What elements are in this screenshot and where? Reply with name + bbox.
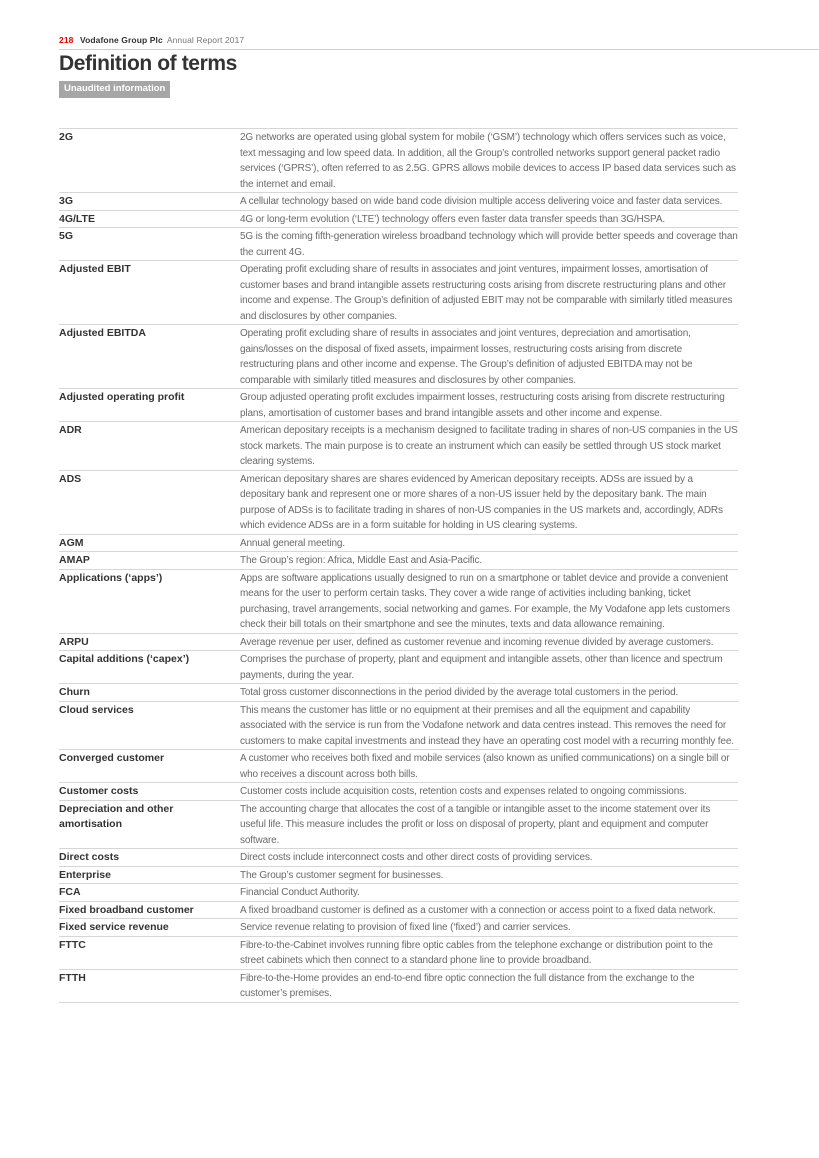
glossary-row <box>59 749 738 782</box>
glossary-row <box>59 883 738 901</box>
glossary-term: AMAP <box>59 554 90 566</box>
glossary-definition: 2G networks are operated using global system for mobile (‘GSM’) technology which offers services such as voice, text messaging and low speed data. In addition, all the Group’s controlled networks support general packet radio services (‘GPRS’), often referred to as 2.5G. GPRS allows mobile devices to access IP based data services such as the internet and email. <box>240 132 736 190</box>
glossary-row <box>59 848 738 866</box>
glossary-row <box>59 324 738 388</box>
glossary-definition: The Group’s customer segment for businesses. <box>240 869 444 881</box>
glossary-term: Applications (‘apps’) <box>59 571 163 584</box>
glossary-row <box>59 551 738 569</box>
glossary-definition: Fibre-to-the-Cabinet involves running fibre optic cables from the telephone exchange or distribution point to the street cabinets which then connect to a standard phone line to provide broadband. <box>240 939 713 966</box>
glossary-term: 4G/LTE <box>59 212 95 225</box>
glossary-term: ADR <box>59 424 82 436</box>
glossary-term: FTTC <box>59 938 86 951</box>
glossary-definition: Operating profit excluding share of results in associates and joint ventures, depreciation and amortisation, gains/losses on the disposal of fixed assets, impairment losses, restructuring costs arising from discrete restructuring plans and other income and expense. The Group’s definition of adjusted EBITDA may not be comparable with similarly titled measures and disclosures by other companies. <box>240 328 693 386</box>
glossary-term: Capital additions (‘capex’) <box>59 653 190 665</box>
glossary-definition: A fixed broadband customer is defined as a customer with a connection or access point to a fixed data network. <box>240 904 716 916</box>
glossary-row <box>59 470 738 534</box>
glossary-term: ARPU <box>59 635 89 648</box>
glossary-row <box>59 192 738 210</box>
glossary-term: AGM <box>59 536 84 549</box>
glossary-definition: Comprises the purchase of property, plant and equipment and intangible assets, other than licence and spectrum payments, during the year. <box>240 654 723 681</box>
glossary-term: Enterprise <box>59 868 111 881</box>
glossary-row <box>59 388 738 421</box>
report-name: Annual Report 2017 <box>166 35 245 45</box>
glossary-term: 3G <box>59 195 74 207</box>
glossary-term: FCA <box>59 886 81 898</box>
glossary-definition: 5G is the coming fifth-generation wireless broadband technology which will provide better speeds and coverage than the current 4G. <box>240 231 738 258</box>
glossary-row <box>59 701 738 750</box>
glossary-term: Fixed service revenue <box>59 921 169 933</box>
glossary-row <box>59 918 738 936</box>
glossary-row <box>59 421 738 470</box>
glossary-term: 2G <box>59 131 74 143</box>
glossary-term: Converged customer <box>59 752 165 764</box>
glossary-row <box>59 782 738 800</box>
running-header <box>59 35 244 45</box>
glossary-table <box>59 128 738 1003</box>
glossary-definition: This means the customer has little or no equipment at their premises and all the equipment and capability associated with the service is run from the Vodafone network and data centres instead. This removes the need for customers to make capital investments and instead they have an operating cost model with a recurring monthly fee. <box>240 704 734 747</box>
glossary-row <box>59 569 738 633</box>
glossary-definition: Financial Conduct Authority. <box>240 887 360 898</box>
glossary-term: Direct costs <box>59 851 120 863</box>
glossary-term: Customer costs <box>59 785 139 797</box>
glossary-row <box>59 128 738 192</box>
unaudited-badge: Unaudited information <box>59 81 170 98</box>
glossary-definition: Group adjusted operating profit excludes impairment losses, restructuring costs arising from discrete restructuring plans, amortisation of customer bases and brand intangible assets and other income and expense. <box>240 392 725 419</box>
glossary-definition: Operating profit excluding share of results in associates and joint ventures, impairment losses, amortisation of customer bases and brand intangible assets restructuring costs arising from discrete restructuring plans and other income and expense. The Group’s definition of adjusted EBIT may not be comparable with similarly titled measures and disclosures by other companies. <box>240 264 733 322</box>
glossary-definition: Average revenue per user, defined as customer revenue and incoming revenue divided by average customers. <box>240 636 714 648</box>
glossary-row <box>59 227 738 260</box>
glossary-definition: The accounting charge that allocates the cost of a tangible or intangible asset to the income statement over its useful life. This measure includes the profit or loss on disposal of property, plant and equipment and computer software. <box>240 803 711 846</box>
glossary-definition: A customer who receives both fixed and mobile services (also known as unified communications) on a single bill or who receives a discount across both bills. <box>240 753 730 780</box>
glossary-term: Adjusted EBITDA <box>59 327 146 339</box>
glossary-definition: American depositary receipts is a mechanism designed to facilitate trading in shares of non-US companies in the US stock markets. The main purpose is to create an instrument which can easily be settled through US stock market clearing systems. <box>240 425 738 467</box>
glossary-definition: Annual general meeting. <box>240 537 345 549</box>
page-title: Definition of terms <box>59 52 237 75</box>
glossary-definition: Customer costs include acquisition costs, retention costs and expenses related to ongoing commissions. <box>240 786 687 797</box>
glossary-definition: The Group’s region: Africa, Middle East and Asia-Pacific. <box>240 555 482 566</box>
glossary-row <box>59 866 738 884</box>
glossary-definition: 4G or long-term evolution (‘LTE’) technology offers even faster data transfer speeds than 3G/HSPA. <box>240 213 665 225</box>
glossary-row <box>59 901 738 919</box>
glossary-row <box>59 683 738 701</box>
glossary-row <box>59 633 738 651</box>
header-divider <box>59 49 819 50</box>
glossary-term: ADS <box>59 472 82 485</box>
glossary-row <box>59 210 738 228</box>
glossary-definition: Total gross customer disconnections in the period divided by the average total customers in the period. <box>240 687 679 698</box>
glossary-term: Depreciation and other amortisation <box>59 802 174 830</box>
glossary-row <box>59 969 738 1003</box>
glossary-term: Fixed broadband customer <box>59 903 194 916</box>
glossary-definition: American depositary shares are shares evidenced by American depositary receipts. ADSs are issued by a depositary bank and represent one or more shares of a non-US issuer held by the depositary bank. The main purpose of ADSs is to facilitate trading in shares of non-US companies in the US markets and, accordingly, ADRs which evidence ADSs are in a form suitable for holding in US clearing systems. <box>240 473 723 531</box>
page-number: 218 <box>59 35 74 45</box>
glossary-definition: Direct costs include interconnect costs and other direct costs of providing services. <box>240 852 593 863</box>
glossary-row <box>59 650 738 683</box>
glossary-term: Churn <box>59 686 90 698</box>
glossary-definition: Apps are software applications usually designed to run on a smartphone or tablet device and provide a convenient means for the user to perform certain tasks. They cover a wide range of activities including banking, ticket purchasing, travel arrangements, social networking and games. For example, the My Vodafone app lets customers check their bill totals on their smartphone and see the minutes, texts and data allowance remaining. <box>240 572 731 630</box>
glossary-term: FTTH <box>59 971 86 984</box>
glossary-row <box>59 534 738 552</box>
glossary-row <box>59 260 738 324</box>
glossary-definition: Service revenue relating to provision of fixed line (‘fixed’) and carrier services. <box>240 922 571 933</box>
glossary-definition: Fibre-to-the-Home provides an end-to-end fibre optic connection the full distance from the exchange to the customer’s premises. <box>240 972 695 999</box>
company-name: Vodafone Group Plc <box>79 35 163 45</box>
glossary-term: Adjusted operating profit <box>59 391 185 403</box>
glossary-term: 5G <box>59 230 74 242</box>
glossary-definition: A cellular technology based on wide band code division multiple access delivering voice and faster data services. <box>240 196 723 207</box>
glossary-row <box>59 936 738 969</box>
glossary-row <box>59 800 738 849</box>
glossary-term: Cloud services <box>59 703 134 716</box>
glossary-term: Adjusted EBIT <box>59 263 131 275</box>
